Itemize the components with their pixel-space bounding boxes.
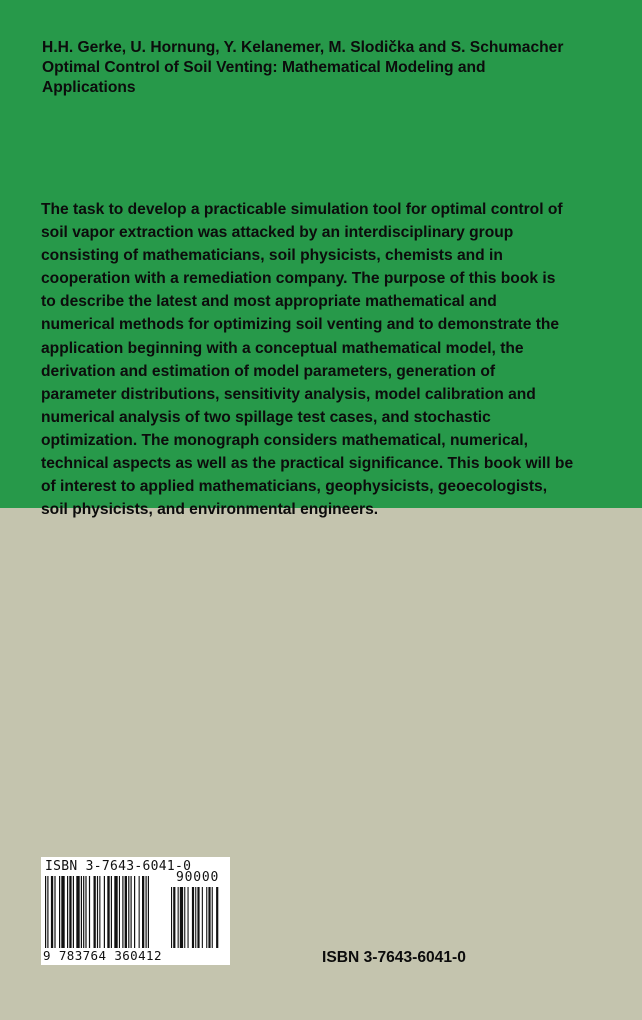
barcode-bar [122, 876, 123, 948]
barcode-bar [76, 876, 79, 948]
barcode-bar [128, 876, 129, 948]
description-line: numerical analysis of two spillage test cases, and stochastic [41, 408, 491, 426]
barcode-bar [178, 887, 179, 948]
barcode-ean-digits: 9 783764 360412 [43, 948, 162, 963]
barcode-bar [107, 876, 109, 948]
barcode-bar [94, 876, 96, 948]
barcode-bar [89, 876, 90, 948]
barcode-bar [148, 876, 149, 948]
barcode-bar [67, 876, 68, 948]
barcode-bar [114, 876, 117, 948]
barcode-bar [171, 887, 172, 948]
barcode-bar [192, 887, 194, 948]
barcode-bar [216, 887, 218, 948]
description-line: soil physicists, and environmental engineers. [41, 501, 379, 519]
description-line: optimization. The monograph considers mathematical, numerical, [41, 431, 528, 449]
description-line: parameter distributions, sensitivity analysis, model calibration and [41, 385, 536, 403]
barcode-bar [125, 876, 127, 948]
barcode-bar [83, 876, 84, 948]
description-line: of interest to applied mathematicians, geophysicists, geoecologists, [41, 478, 548, 496]
description-line: derivation and estimation of model parameters, generation of [41, 362, 496, 380]
barcode-bar [104, 876, 105, 948]
barcode-bar [97, 876, 98, 948]
barcode-bar [142, 876, 144, 948]
barcode-bar [139, 876, 140, 948]
barcode-isbn-text: ISBN 3-7643-6041-0 [45, 859, 192, 874]
barcode-bars-icon [45, 876, 157, 948]
barcode-bar [47, 876, 48, 948]
description-line: consisting of mathematicians, soil physicists, chemists and in [41, 247, 503, 265]
barcode-bar [197, 887, 199, 948]
title-line-2: Applications [42, 79, 136, 96]
book-description [41, 198, 621, 521]
barcode-bar [208, 887, 210, 948]
barcode-bar [131, 876, 132, 948]
description-line: numerical methods for optimizing soil venting and to demonstrate the [41, 316, 560, 334]
description-line: technical aspects as well as the practical significance. This book will be [41, 455, 574, 473]
barcode-bar [73, 876, 74, 948]
barcode-addon-bars-icon [171, 887, 225, 948]
authors-line: H.H. Gerke, U. Hornung, Y. Kelanemer, M. Slodička and S. Schumacher [42, 39, 564, 56]
book-header [42, 38, 622, 98]
barcode-bar [180, 887, 183, 948]
barcode-bar [206, 887, 207, 948]
barcode-bar [54, 876, 55, 948]
barcode-bar [111, 876, 112, 948]
barcode-bar [184, 887, 185, 948]
barcode-bar [134, 876, 135, 948]
barcode-addon-code: 90000 [176, 870, 220, 885]
barcode-bar [195, 887, 196, 948]
barcode-bar [45, 876, 46, 948]
barcode-bar [212, 887, 213, 948]
barcode-bar [146, 876, 147, 948]
barcode-bar [59, 876, 60, 948]
barcode-bar [173, 887, 175, 948]
barcode-bar [69, 876, 71, 948]
barcode-bar [119, 876, 120, 948]
barcode-bar [61, 876, 64, 948]
barcode-bar [202, 887, 203, 948]
barcode-bar [81, 876, 82, 948]
barcode-bar [99, 876, 100, 948]
barcode-bar [188, 887, 189, 948]
title-line-1: Optimal Control of Soil Venting: Mathematical Modeling and [42, 59, 486, 76]
description-line: to describe the latest and most appropriate mathematical and [41, 293, 497, 311]
barcode-bar [51, 876, 53, 948]
barcode-bar [85, 876, 86, 948]
description-line: soil vapor extraction was attacked by an interdisciplinary group [41, 224, 514, 242]
description-line: The task to develop a practicable simulation tool for optimal control of [41, 201, 563, 218]
barcode-label [41, 857, 230, 965]
isbn-label: ISBN 3-7643-6041-0 [322, 949, 466, 966]
description-line: cooperation with a remediation company. The purpose of this book is [41, 270, 556, 288]
description-line: application beginning with a conceptual mathematical model, the [41, 339, 524, 357]
